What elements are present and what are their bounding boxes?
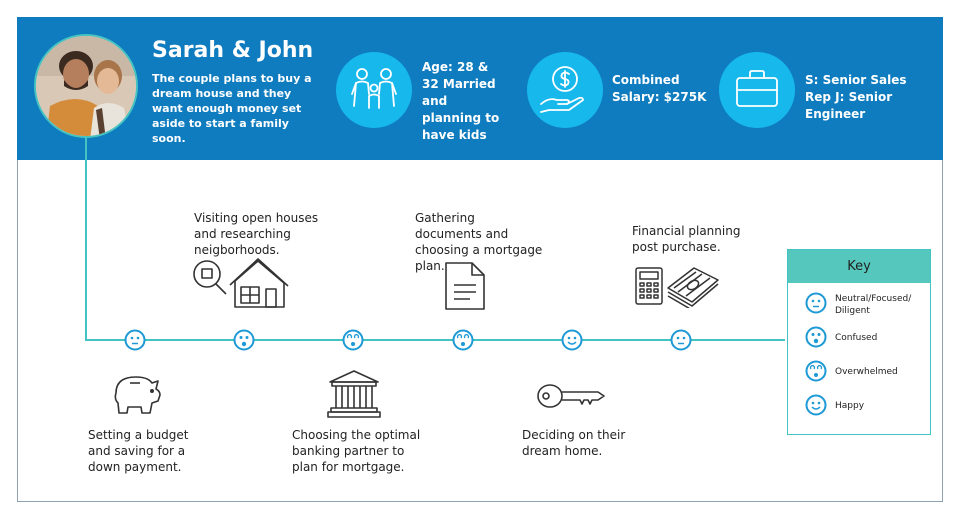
money-hand-icon (527, 52, 603, 128)
timeline-face-confused (233, 329, 255, 351)
timeline-face-happy (561, 329, 583, 351)
key-neutral-label: Neutral/Focused/ Diligent (835, 294, 912, 316)
family-icon-circle (336, 52, 412, 128)
family-icon (336, 52, 412, 128)
briefcase-icon (719, 52, 795, 128)
step-3-label: Choosing the optimal banking partner to plan for mortgage. (292, 428, 421, 474)
piggy-bank-icon (108, 371, 164, 417)
document-icon (444, 261, 486, 311)
couple-avatar (34, 34, 138, 138)
timeline-connector (85, 138, 87, 341)
house-search-icon (190, 253, 290, 309)
key-happy-label: Happy (835, 401, 865, 411)
money-hand-icon-circle (527, 52, 603, 128)
key-title: Key (788, 250, 930, 283)
timeline-face-overwhelmed (452, 329, 474, 351)
key-overwhelmed-label: Overwhelmed (835, 367, 898, 377)
info-salary-text: Combined Salary: $275K (612, 73, 707, 104)
step-4-label: Gathering documents and choosing a mortgage plan. (415, 211, 543, 273)
step-1-label: Setting a budget and saving for a down payment. (88, 428, 189, 474)
persona-name: Sarah & John (152, 38, 314, 63)
timeline-face-neutral (670, 329, 692, 351)
info-jobs-text: S: Senior Sales Rep J: Senior Engineer (805, 73, 907, 121)
step-2-label: Visiting open houses and researching neigborhoods. (194, 211, 319, 257)
briefcase-icon-circle (719, 52, 795, 128)
info-family-text: Age: 28 & 32 Married and planning to have kids (422, 60, 500, 142)
persona-description: The couple plans to buy a dream house and they want enough money set aside to start a family soon. (152, 72, 312, 145)
step-5-label: Deciding on their dream home. (522, 428, 626, 458)
key-confused-face-icon (805, 326, 827, 348)
key-overwhelmed-face-icon (805, 360, 827, 382)
calculator-cash-icon (634, 262, 720, 308)
key-icon (536, 380, 608, 412)
timeline-face-overwhelmed (342, 329, 364, 351)
bank-icon (326, 368, 382, 420)
timeline-face-neutral (124, 329, 146, 351)
key-happy-face-icon (805, 394, 827, 416)
step-6-label: Financial planning post purchase. (632, 224, 741, 254)
mood-key (787, 249, 931, 435)
key-confused-label: Confused (835, 333, 878, 343)
key-neutral-face-icon (805, 292, 827, 314)
